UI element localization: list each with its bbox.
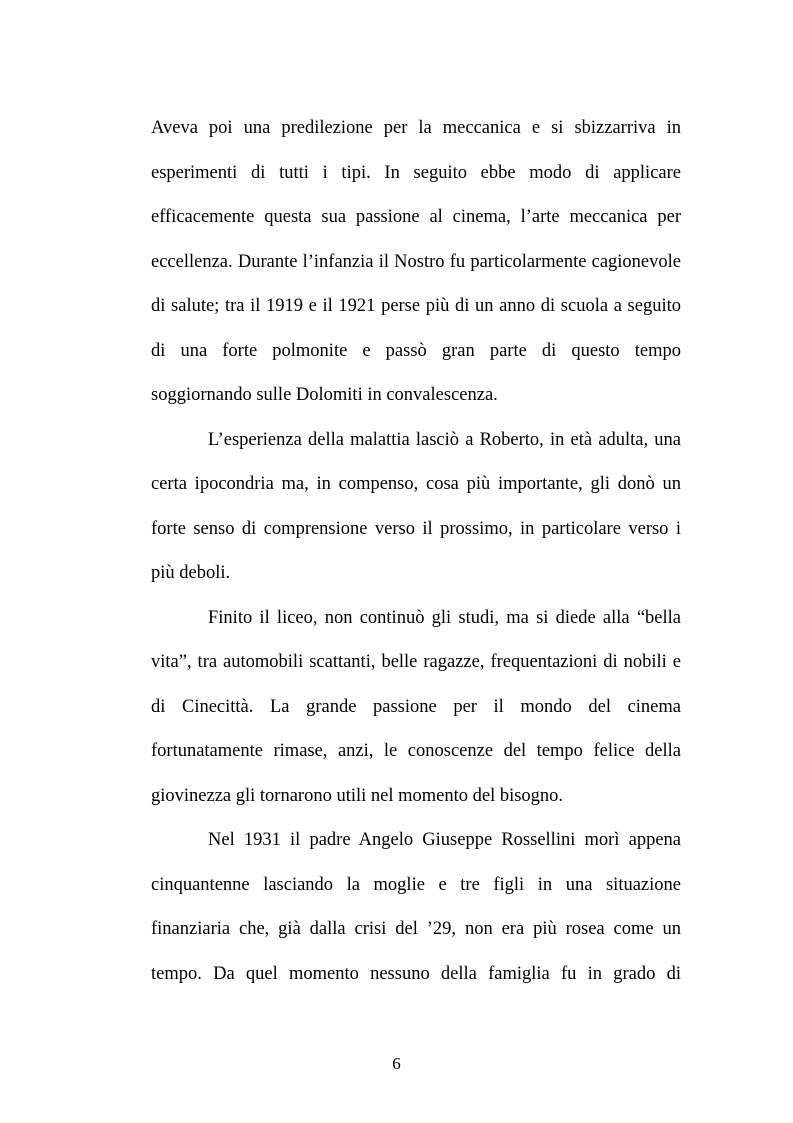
body-text [151,106,681,996]
paragraph-4: Nel 1931 il padre Angelo Giuseppe Rossellini morì appena cinquantenne lasciando la moglie e tre figli in una situazione finanziaria che, già dalla crisi del ’29, non era più rosea come un tempo. Da quel momento nessuno della famiglia fu in grado di [151,830,681,984]
paragraph-3: Finito il liceo, non continuò gli studi, ma si diede alla “bella vita”, tra automobili scattanti, belle ragazze, frequentazioni di nobili e di Cinecittà. La grande passione per il mondo del cinema fortunatamente rimase, anzi, le conoscenze del tempo felice della giovinezza gli tornarono utili nel momento del bisogno. [151,607,681,806]
page-number: 6 [392,1054,401,1073]
paragraph-2: L’esperienza della malattia lasciò a Roberto, in età adulta, una certa ipocondria ma, in compenso, cosa più importante, gli donò un forte senso di comprensione verso il prossimo, in particolare verso i più deboli. [151,429,681,583]
paragraph-1: Aveva poi una predilezione per la meccanica e si sbizzarriva in esperimenti di tutti i tipi. In seguito ebbe modo di applicare efficacemente questa sua passione al cinema, l’arte meccanica per eccellenza. Durante l’infanzia il Nostro fu particolarmente cagionevole di salute; tra il 1919 e il 1921 perse più di un anno di scuola a seguito di una forte polmonite e passò gran parte di questo tempo soggiornando sulle Dolomiti in convalescenza. [151,118,681,405]
